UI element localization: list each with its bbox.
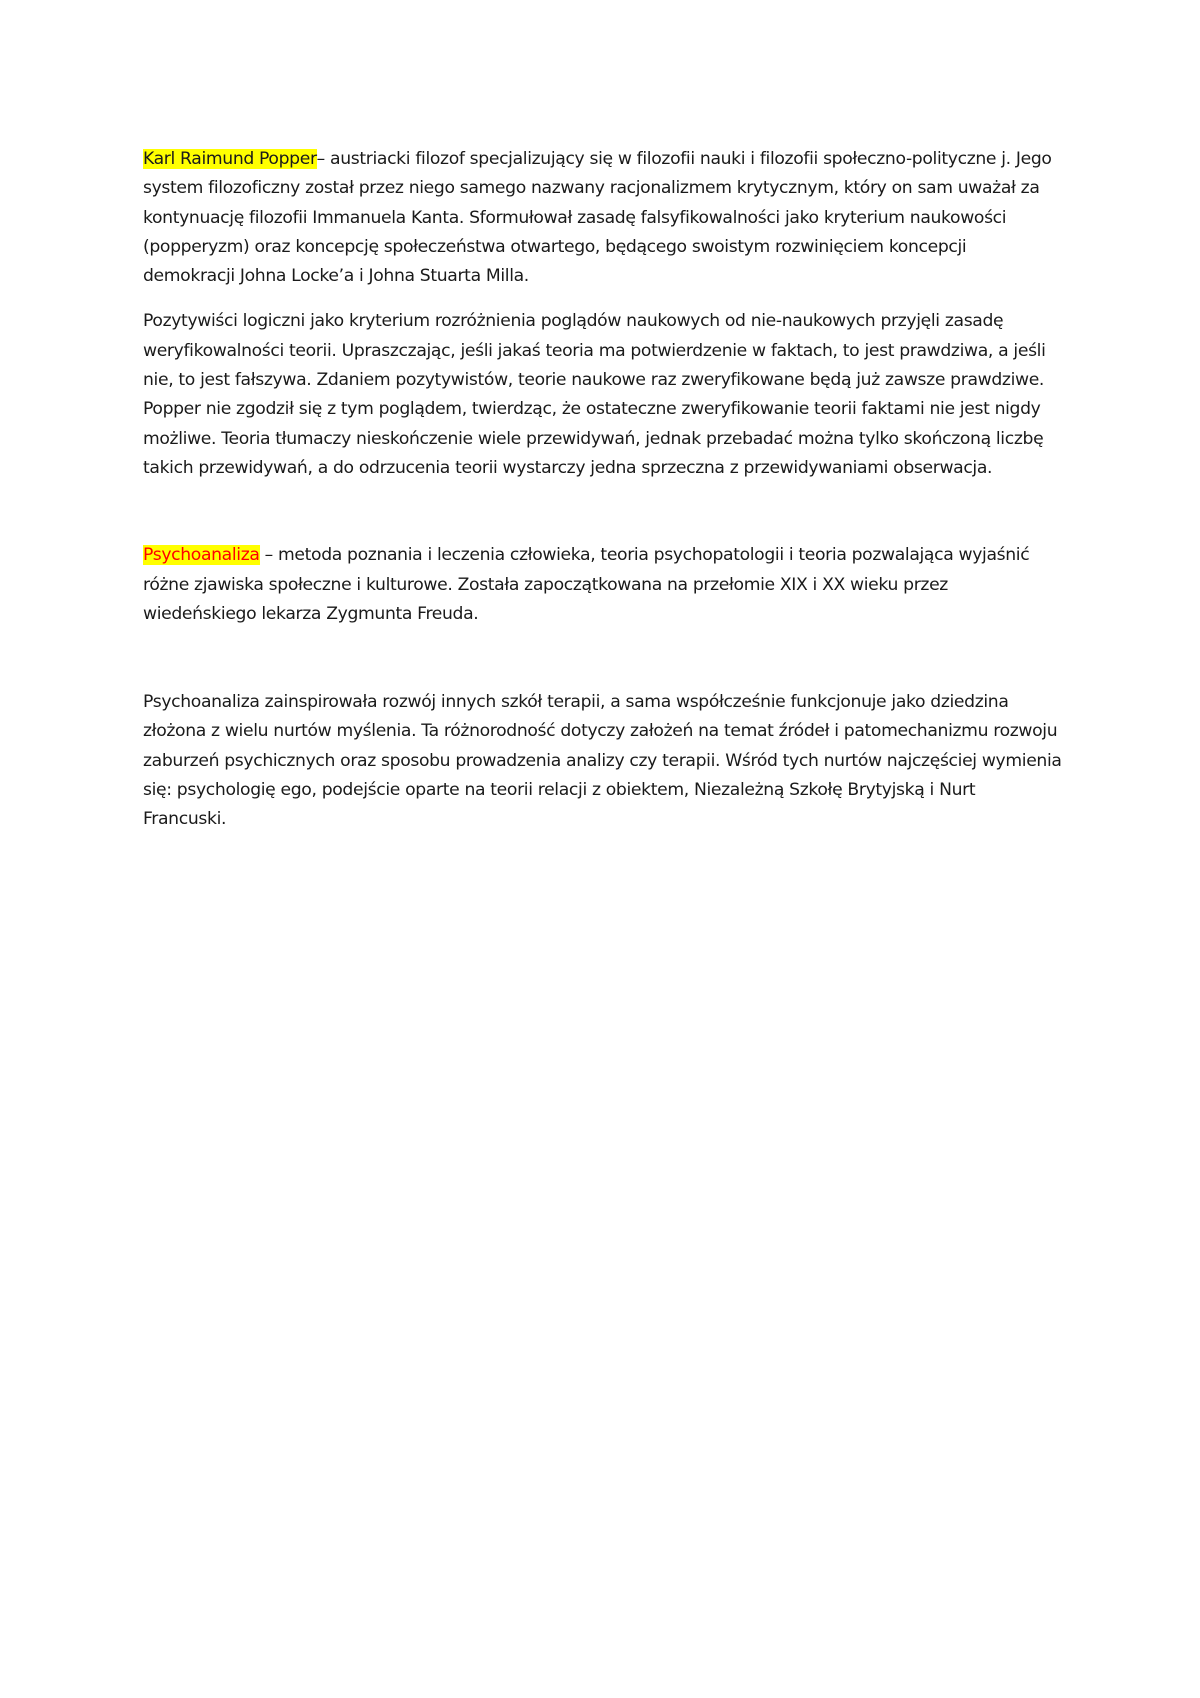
- paragraph-psychoanalysis-definition: [143, 541, 1063, 629]
- highlighted-term-psychoanaliza: Psychoanaliza: [143, 545, 260, 566]
- paragraph-positivists: [143, 307, 1063, 483]
- paragraph-schools-text: Psychoanaliza zainspirowała rozwój innych szkół terapii, a sama współcześnie funkcjonuje jako dziedzina złożona z wielu nurtów myślenia. Ta różnorodność dotyczy założeń na temat źródeł i patomechanizmu rozwoju zaburzeń psychicznych oraz sposobu prowadzenia analizy czy terapii. Wśród tych nurtów najczęściej wymienia się: psychologię ego, podejście oparte na teorii relacji z obiektem, Niezależną Szkołę Brytyjską i Nurt Francuski.: [143, 692, 1062, 830]
- paragraph-psychoanalysis-schools: [143, 688, 1063, 834]
- document-body: [143, 145, 1063, 835]
- paragraph-positivists-text: Pozytywiści logiczni jako kryterium rozróżnienia poglądów naukowych od nie-naukowych przyjęli zasadę weryfikowalności teorii. Upraszczając, jeśli jakaś teoria ma potwierdzenie w faktach, to jest prawdziwa, a jeśli nie, to jest fałszywa. Zdaniem pozytywistów, teorie naukowe raz zweryfikowane będą już zawsze prawdziwe. Popper nie zgodził się z tym poglądem, twierdząc, że ostateczne zweryfikowanie teorii faktami nie jest nigdy możliwe. Teoria tłumaczy nieskończenie wiele przewidywań, jednak przebadać można tylko skończoną liczbę takich przewidywań, a do odrzucenia teorii wystarczy jedna sprzeczna z przewidywaniami obserwacja.: [143, 311, 1046, 478]
- paragraph-popper-text: – austriacki filozof specjalizujący się w filozofii nauki i filozofii społeczno-polityczne j. Jego system filozoficzny został przez niego samego nazwany racjonalizmem krytycznym, który on sam uważał za kontynuację filozofii Immanuela Kanta. Sformułował zasadę falsyfikowalności jako kryterium naukowości (popperyzm) oraz koncepcję społeczeństwa otwartego, będącego swoistym rozwinięciem koncepcji demokracji Johna Locke’a i Johna Stuarta Milla.: [143, 149, 1052, 287]
- paragraph-psychoanalysis-text: – metoda poznania i leczenia człowieka, teoria psychopatologii i teoria pozwalająca wyjaśnić różne zjawiska społeczne i kulturowe. Została zapoczątkowana na przełomie XIX i XX wieku przez wiedeńskiego lekarza Zygmunta Freuda.: [143, 545, 1030, 624]
- highlighted-term-popper: Karl Raimund Popper: [143, 149, 317, 169]
- paragraph-popper: [143, 145, 1063, 291]
